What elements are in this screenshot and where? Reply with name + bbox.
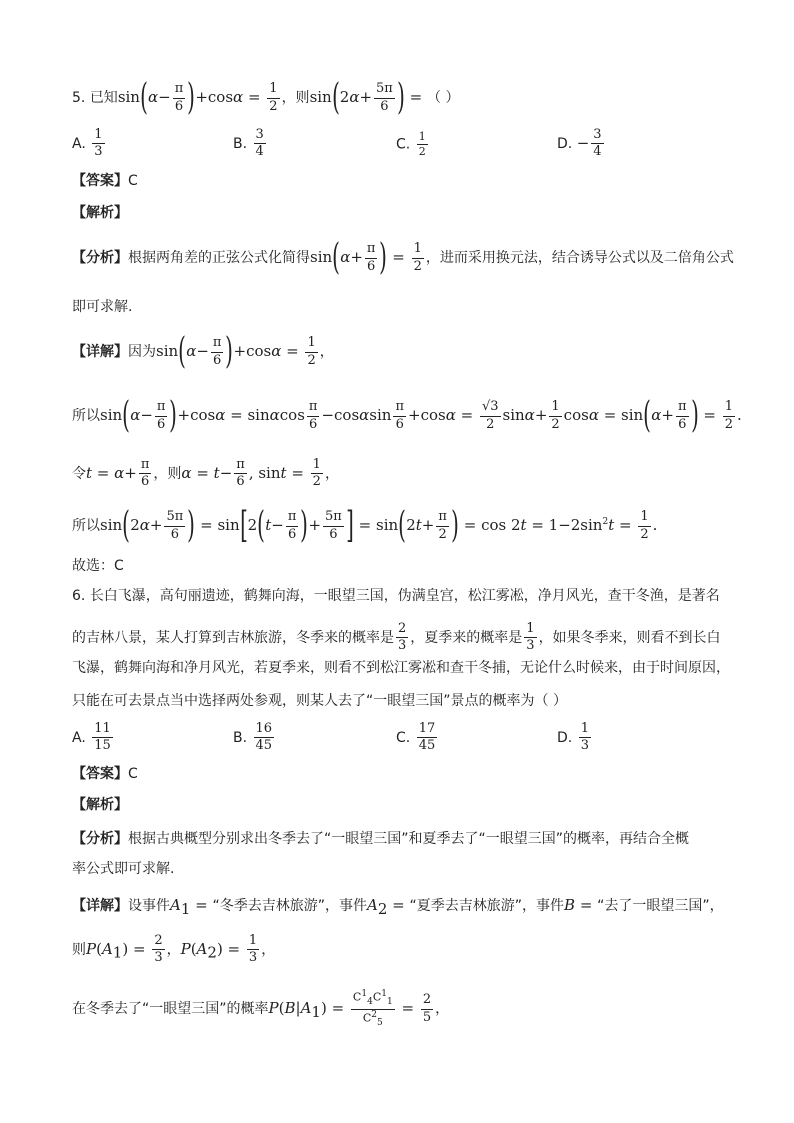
q6-detail-1: 【详解】设事件$A_1$ = “冬季去吉林旅游”，事件$A_2$ = “夏季去吉林旅游”，事件B = “去了一眼望三国”， (72, 896, 724, 918)
q5-option-a[interactable]: A. $\frac{1}{3}$ (72, 127, 103, 160)
q5-stem: 5. 已知sin(α− $\frac{\pi}{6}$ )+cosα = $\frac{1}{2}$ ，则sin(2α+ $\frac{5\pi}{6}$ ) = （ ） (72, 77, 460, 118)
q6-answer: 【答案】C (72, 766, 138, 782)
q5-option-c[interactable]: C. $\frac{1}{2}$ (396, 130, 426, 159)
q5-detail-4: 所以sin(2α+ $\frac{5\pi}{6}$ ) = sin[2(t− $\frac{\pi}{6}$ )+ $\frac{5\pi}{6}$ ] = sin(2t+ $\frac{\pi}{2}$ ) = $\cos 2t = 1-2\sin^2t$ = $\frac{1}{2}$ . (72, 505, 658, 546)
q6-detail-2: 则$P(A_1)$ = $\frac{2}{3}$ ，$P(A_2)$ = $\frac{1}{3}$ ， (72, 933, 276, 966)
q5-answer: 【答案】C (72, 173, 138, 189)
q6-option-a[interactable]: A. $\frac{11}{15}$ (72, 721, 111, 754)
q5-fenxi: 【分析】根据两角差的正弦公式化简得sin(α+ $\frac{\pi}{6}$ ) = $\frac{1}{2}$ ，进而采用换元法，结合诱导公式以及二倍角公式 (72, 237, 734, 278)
q6-line-2: 的吉林八景，某人打算到吉林旅游，冬季来的概率是 $\frac{2}{3}$ ，夏季来的概率是 $\frac{1}{3}$ ，如果冬季来，则看不到长白 (72, 621, 721, 654)
q5-conclusion: 故选：C (72, 558, 124, 574)
q5-detail-2: 所以sin(α− $\frac{\pi}{6}$ )+cosα = sinαcos $\frac{\pi}{6}$ −cosαsin $\frac{\pi}{6}$ +cosα = $\frac{√3}{2}$ sinα+ $\frac{1}{2}$ cosα = sin(α+ $\frac{\pi}{6}$ ) = $\frac{1}{2}$ . (72, 395, 742, 436)
q6-option-c[interactable]: C. $\frac{17}{45}$ (396, 721, 436, 754)
q5-option-b[interactable]: B. $\frac{3}{4}$ (233, 127, 264, 160)
q5-detail-3: 令t = α+ $\frac{\pi}{6}$ ，则α = t− $\frac{\pi}{6}$ , sint = $\frac{1}{2}$ ， (72, 457, 339, 490)
q5-stem-mid: ，则 (281, 90, 310, 106)
q5-number: 5. (72, 90, 86, 106)
q5-fenxi-cont: 即可求解. (72, 299, 133, 315)
q6-option-b[interactable]: B. $\frac{16}{45}$ (233, 721, 273, 754)
q5-detail-1: 【详解】因为sin(α− $\frac{\pi}{6}$ )+cosα = $\frac{1}{2}$ ， (72, 331, 334, 372)
q6-fenxi-1: 【分析】根据古典概型分别求出冬季去了“一眼望三国”和夏季去了“一眼望三国”的概率，再结合全概 (72, 831, 690, 847)
q5-stem-prefix: 已知 (89, 90, 118, 106)
q6-line-3: 飞瀑，鹤舞向海和净月风光，若夏季来，则看不到松江雾凇和查干冬捕，无论什么时候来，由于时间原因， (72, 660, 730, 676)
q5-jiexi: 【解析】 (72, 205, 128, 221)
q5-paren: （ ） (427, 90, 460, 106)
q6-detail-3: 在冬季去了“一眼望三国”的概率$P(B|A_1)$ = $\frac{C^1_4C^1_1}{C^2_5}$ = $\frac{2}{5}$ ， (72, 989, 450, 1028)
q6-jiexi: 【解析】 (72, 797, 128, 813)
q5-option-d[interactable]: D. − $\frac{3}{4}$ (557, 127, 602, 160)
q6-line-1: 6. 长白飞瀑，高句丽遗迹，鹤舞向海，一眼望三国，伪满皇宫，松江雾凇，净月风光，查干冬渔，是著名 (72, 588, 720, 604)
q6-option-d[interactable]: D. $\frac{1}{3}$ (557, 721, 589, 754)
q6-fenxi-2: 率公式即可求解. (72, 861, 175, 877)
q6-line-4: 只能在可去景点当中选择两处参观，则某人去了“一眼望三国”景点的概率为（ ） (72, 693, 567, 709)
